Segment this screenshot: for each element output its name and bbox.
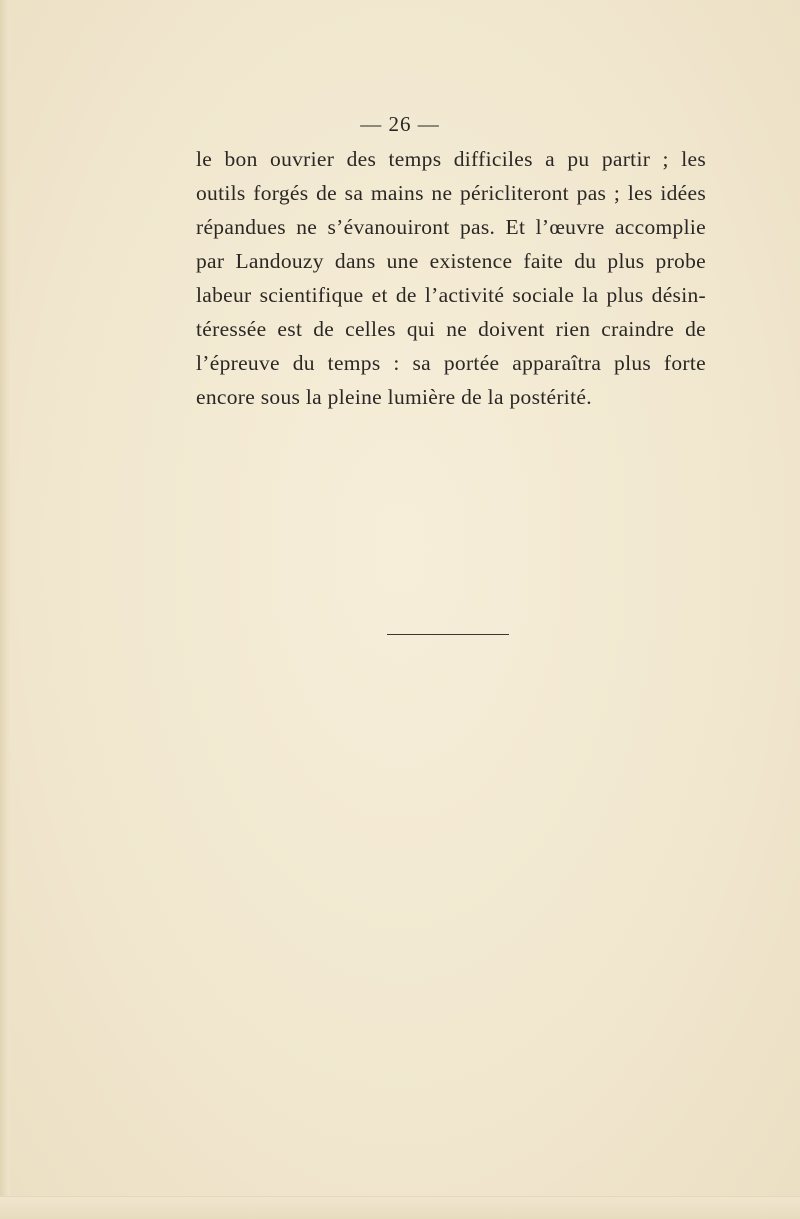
page-number: — 26 — <box>360 112 440 136</box>
text-line: labeur scientifique et de l’activité sociale la plus désin- <box>196 283 706 307</box>
body-paragraph <box>196 142 706 414</box>
text-line: répandues ne s’évanouiront pas. Et l’œuvre accomplie <box>196 215 706 239</box>
text-line: outils forgés de sa mains ne péricliteront pas ; les idées <box>196 181 706 205</box>
text-line: téressée est de celles qui ne doivent rien craindre de <box>196 317 706 341</box>
text-line: encore sous la pleine lumière de la postérité. <box>196 385 592 409</box>
page-left-edge <box>0 0 10 1219</box>
text-line: l’épreuve du temps : sa portée apparaîtra plus forte <box>196 351 706 375</box>
page-bottom-edge <box>0 1196 800 1219</box>
text-line: le bon ouvrier des temps difficiles a pu partir ; les <box>196 147 706 171</box>
section-end-rule <box>387 634 509 635</box>
text-line: par Landouzy dans une existence faite du plus probe <box>196 249 706 273</box>
